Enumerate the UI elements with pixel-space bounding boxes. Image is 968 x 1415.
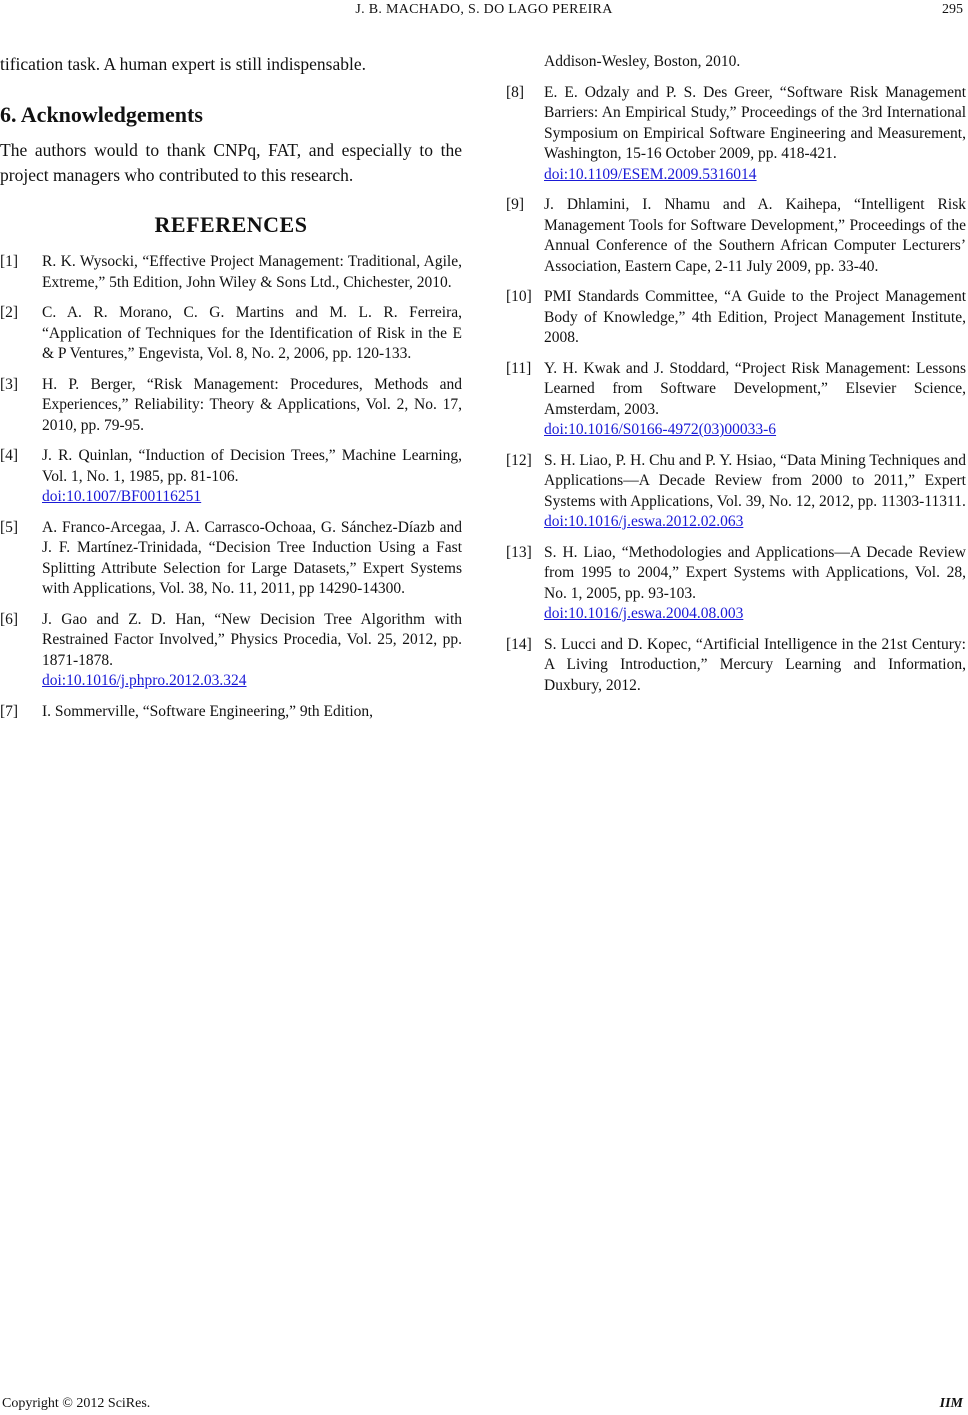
reference-1 xyxy=(0,252,462,293)
reference-number: [7] xyxy=(0,702,19,720)
acknowledgements-paragraph: The authors would to thank CNPq, FAT, and especially to the project managers who contributed to this research. xyxy=(0,140,462,185)
copyright-notice: Copyright © 2012 SciRes. xyxy=(2,1396,151,1411)
reference-number: [14] xyxy=(506,635,532,653)
reference-7-continuation: Addison-Wesley, Boston, 2010. xyxy=(544,53,741,70)
reference-4 xyxy=(0,446,462,508)
reference-text: J. Gao and Z. D. Han, “New Decision Tree Algorithm with Restrained Factor Involved,” Physics Procedia, Vol. 25, 2012, pp. 1871-1878. xyxy=(42,610,462,669)
reference-12 xyxy=(506,451,966,533)
reference-number: [12] xyxy=(506,451,532,469)
reference-8 xyxy=(506,83,966,186)
reference-text: A. Franco-Arcegaa, J. A. Carrasco-Ochoaa, G. Sánchez-Díazb and J. F. Martínez-Trinidada, “Decision Tree Induction Using a Fast Splitting Attribute Selection for Large Datasets,” Expert Systems with Applications, Vol. 38, No. 11, 2011, pp 14290-14300. xyxy=(42,518,462,597)
reference-14 xyxy=(506,635,966,697)
reference-13 xyxy=(506,543,966,625)
reference-text: E. E. Odzaly and P. S. Des Greer, “Software Risk Management Barriers: An Empirical Study,” Proceedings of the 3rd International Symposium on Empirical Software Engineering and Measurement, Washington, 15-16 October 2009, pp. 418-421. xyxy=(544,83,966,162)
reference-doi-link[interactable]: doi:10.1016/j.phpro.2012.03.324 xyxy=(42,672,247,689)
intro-tail-paragraph: tification task. A human expert is still indispensable. xyxy=(0,54,366,74)
reference-number: [8] xyxy=(506,83,525,101)
journal-abbreviation: IIM xyxy=(939,1396,963,1411)
reference-text: S. H. Liao, P. H. Chu and P. Y. Hsiao, “Data Mining Techniques and Applications—A Decade Review from 2000 to 2011,” Expert Systems with Applications, Vol. 39, No. 12, 2012, pp. 11303-11311. xyxy=(544,451,966,510)
reference-5 xyxy=(0,518,462,600)
reference-text: R. K. Wysocki, “Effective Project Management: Traditional, Agile, Extreme,” 5th Edition, John Wiley & Sons Ltd., Chichester, 2010. xyxy=(42,253,462,291)
reference-number: [4] xyxy=(0,447,19,464)
reference-number: [2] xyxy=(0,304,19,321)
reference-number: [11] xyxy=(506,359,532,377)
running-head: J. B. MACHADO, S. DO LAGO PEREIRA xyxy=(355,2,613,17)
reference-2 xyxy=(0,303,462,365)
references-heading: REFERENCES xyxy=(154,212,308,237)
reference-10 xyxy=(506,287,966,349)
reference-doi-link[interactable]: doi:10.1016/S0166-4972(03)00033-6 xyxy=(544,421,777,438)
reference-9 xyxy=(506,195,966,277)
page-footer xyxy=(0,1393,968,1415)
reference-7 xyxy=(0,702,462,723)
reference-doi-link[interactable]: doi:10.1007/BF00116251 xyxy=(42,488,202,505)
reference-number: [9] xyxy=(506,196,525,213)
reference-text: I. Sommerville, “Software Engineering,” 9th Edition, xyxy=(42,702,374,720)
reference-text: PMI Standards Committee, “A Guide to the Project Management Body of Knowledge,” 4th Edition, Project Management Institute, 2008. xyxy=(544,288,966,346)
reference-number: [3] xyxy=(0,375,19,393)
reference-11 xyxy=(506,359,966,441)
reference-number: [5] xyxy=(0,518,19,536)
right-column xyxy=(506,52,966,706)
reference-3 xyxy=(0,375,462,437)
reference-text: J. R. Quinlan, “Induction of Decision Trees,” Machine Learning, Vol. 1, No. 1, 1985, pp. 81-106. xyxy=(42,447,462,485)
page-number: 295 xyxy=(942,2,963,17)
reference-text: C. A. R. Morano, C. G. Martins and M. L. R. Ferreira, “Application of Techniques for the Identification of Risk in the E & P Ventures,” Engevista, Vol. 8, No. 2, 2006, pp. 120-133. xyxy=(42,304,462,362)
reference-number: [13] xyxy=(506,543,532,561)
left-column xyxy=(0,52,462,732)
reference-6 xyxy=(0,610,462,692)
reference-text: J. Dhlamini, I. Nhamu and A. Kaihepa, “Intelligent Risk Management Tools for Software Development,” Proceedings of the Annual Conference of the Southern African Computer Lecturers’ Association, Eastern Cape, 2-11 July 2009, pp. 33-40. xyxy=(544,196,966,275)
reference-number: [10] xyxy=(506,288,532,305)
reference-text: S. Lucci and D. Kopec, “Artificial Intelligence in the 21st Century: A Living Introduction,” Mercury Learning and Information, Duxbury, 2012. xyxy=(544,635,966,694)
page-header xyxy=(0,2,968,24)
acknowledgements-heading: 6. Acknowledgements xyxy=(0,102,203,127)
reference-number: [1] xyxy=(0,253,19,270)
reference-number: [6] xyxy=(0,610,19,628)
reference-text: S. H. Liao, “Methodologies and Applications—A Decade Review from 1995 to 2004,” Expert Systems with Applications, Vol. 28, No. 1, 2005, pp. 93-103. xyxy=(544,543,966,602)
reference-doi-link[interactable]: doi:10.1016/j.eswa.2012.02.063 xyxy=(544,513,744,530)
reference-doi-link[interactable]: doi:10.1016/j.eswa.2004.08.003 xyxy=(544,605,744,622)
reference-text: H. P. Berger, “Risk Management: Procedures, Methods and Experiences,” Reliability: Theory & Applications, Vol. 2, No. 17, 2010, pp. 79-95. xyxy=(42,375,462,434)
reference-text: Y. H. Kwak and J. Stoddard, “Project Risk Management: Lessons Learned from Software Development,” Elsevier Science, Amsterdam, 2003. xyxy=(544,359,966,418)
reference-doi-link[interactable]: doi:10.1109/ESEM.2009.5316014 xyxy=(544,165,757,183)
